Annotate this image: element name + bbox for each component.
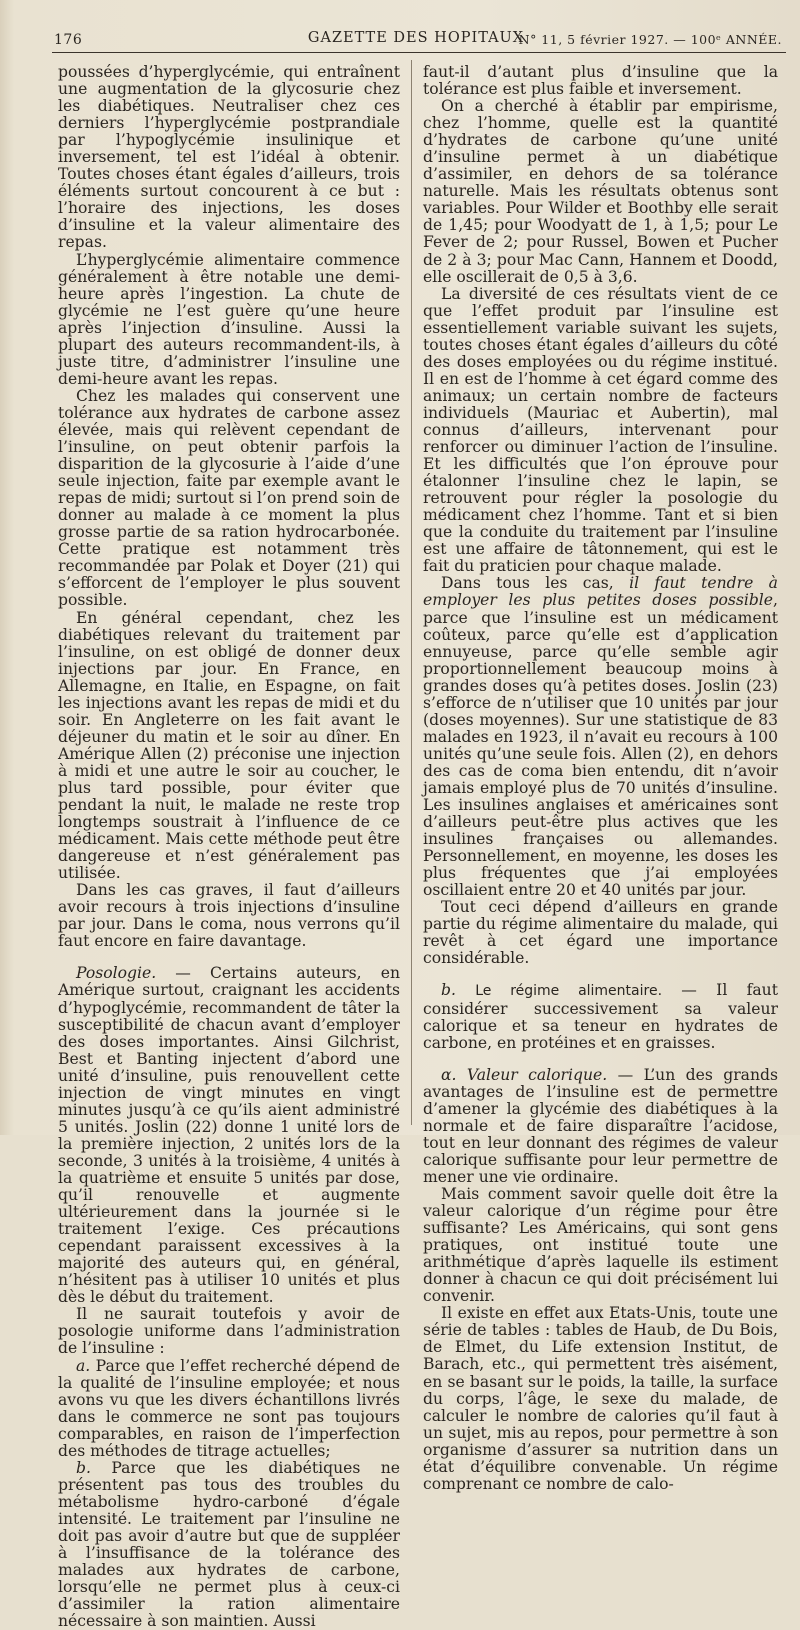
paragraph-b <box>58 1460 400 1630</box>
journal-title: GAZETTE DES HOPITAUX <box>307 30 525 46</box>
paragraph: La diversité de ces résultats vient de ce que l’effet produit par l’insuline est essentiellement variable suivant les sujets, toutes choses étant égales d’ailleurs du côté des doses employées ou du régime institué. Il en est de l’homme à cet égard comme des animaux; un certain nombre de facteurs individuels (Mauriac et Aubertin), mal connus d’ailleurs, intervenant pour renforcer ou diminuer l’action de l’insuline. Et les difficultés que l’on éprouve pour étalonner l’insuline chez le lapin, se retrouvent pour régler la posologie du médicament chez l’homme. Tant et si bien que la conduite du traitement par l’insuline est une affaire de tâtonnement, qui est le fait du praticien pour chaque malade. <box>423 284 778 576</box>
section-heading: Le régime alimentaire. <box>475 983 663 1000</box>
paragraph: Il ne saurait toutefois y avoir de posologie uniforme dans l’administration de l’insuline : <box>58 1305 400 1358</box>
paragraph-text: , parce que l’insuline est un médicament coûteux, parce qu’elle est d’application ennuyeuse, parce qu’elle semble agir proportionnellement beaucoup moins à grandes doses qu’à petites doses. Joslin (23) s’efforce de n’utiliser que 10 unités par jour (doses moyennes). Sur une statistique de 83 malades en 1923, il n’avait eu recours à 100 unités qu’une seule fois. Allen (2), en dehors des cas de coma bien entendu, dit n’avoir jamais employé plus de 70 unités d’insuline. Les insulines anglaises et américaines sont d’ailleurs peut-être plus actives que les insulines françaises ou allemandes. Personnellement, en moyenne, les doses les plus fréquentes que j’ai employées oscillaient entre 20 et 40 unités par jour. <box>423 591 778 900</box>
header-rule <box>52 52 786 53</box>
paragraph: On a cherché à établir par empirisme, chez l’homme, quelle est la quantité d’hydrates de carbone qu’une unité d’insuline permet à un diabétique d’assimiler, en dehors de sa tolérance naturelle. Mais les résultats obtenus sont variables. Pour Wilder et Boothby elle serait de 1,45; pour Woodyatt de 1, à 1,5; pour Le Fever de 2; pour Russel, Bowen et Pucher de 2 à 3; pour Mac Cann, Hannem et Doodd, elle oscillerait de 0,5 à 3,6. <box>423 97 778 286</box>
column-divider <box>411 60 412 1125</box>
paragraph-posologie <box>58 965 400 1306</box>
paragraph-emphasis <box>423 575 778 899</box>
page-number: 176 <box>54 32 83 48</box>
subsection-heading: Valeur calorique. <box>466 1065 608 1084</box>
paragraph-valeur <box>423 1067 778 1186</box>
paragraph-text: Parce que l’effet recherché dépend de la qualité de l’insuline employée; et nous avons vu que les divers échantillons livrés dans le commerce ne sont pas toujours comparables, en raison de l’imperfection des méthodes de titrage actuelles; <box>58 1356 400 1460</box>
paragraph: Chez les malades qui conservent une tolérance aux hydrates de carbone assez élevée, mais qui relèvent cependant de l’insuline, on peut obtenir parfois la disparition de la glycosurie à l’aide d’une seule injection, faite par exemple avant le repas de midi; surtout si l’on prend soin de donner au malade à ce moment la plus grosse partie de sa ration hydrocarbonée. Cette pratique est notamment très recommandée par Polak et Doyer (21) qui s’efforcent de l’employer le plus souvent possible. <box>58 386 400 610</box>
paragraph-text: Parce que les diabétiques ne présentent pas tous des troubles du métabolisme hydro-carboné d’égale intensité. Le traitement par l’insuline ne doit pas avoir d’autre but que de suppléer à l’insuffisance de la tolérance des malades aux hydrates de carbone, lorsqu’elle ne permet plus à ceux-ci d’assimiler la ration alimentaire nécessaire à son maintien. Aussi <box>58 1458 400 1630</box>
issue-info: N° 11, 5 février 1927. — 100ᵉ ANNÉE. <box>518 32 782 47</box>
paragraph-text: — L’un des grands avantages de l’insuline est de permettre d’amener la glycémie des diabétiques à la normale et de faire disparaître l’acidose, tout en leur donnant des régimes de valeur calorique suffisante pour leur permettre de mener une vie ordinaire. <box>423 1065 778 1186</box>
paragraph: Mais comment savoir quelle doit être la valeur calorique d’un régime pour être suffisante? Les Américains, qui sont gens pratiques, ont institué toute une arithmétique d’après laquelle ils estiment donner à chacun ce qui doit précisément lui convenir. <box>423 1185 778 1306</box>
paragraph: faut-il d’autant plus d’insuline que la tolérance est plus faible et inversement. <box>423 63 778 99</box>
list-label: b. <box>76 1458 91 1477</box>
paragraph: Tout ceci dépend d’ailleurs en grande partie du régime alimentaire du malade, qui revêt à cet égard une importance considérable. <box>423 898 778 968</box>
paragraph-text: — Certains auteurs, en Amérique surtout, craignant les accidents d’hypoglycémie, recommandent de tâter la susceptibilité de chacun avant d’employer des doses importantes. Ainsi Gilchrist, Best et Banting injectent d’abord une unité d’insuline, puis renouvellent cette injection de vingt minutes en vingt minutes jusqu’à ce qu’ils aient administré 5 unités. Joslin (22) donne 1 unité lors de la première injection, 2 unités lors de la seconde, 3 unités à la troisième, 4 unités à la quatrième et ensuite 5 unités par dose, qu’il renouvelle et augmente ultérieurement dans la journée si le traitement l’exige. Ces précautions cependant paraissent excessives à la majorité des auteurs qui, en général, n’hésitent pas à utiliser 10 unités et plus dès le début du traitement. <box>58 964 400 1307</box>
paragraph-regime <box>423 982 778 1051</box>
paragraph: Il existe en effet aux Etats-Unis, toute une série de tables : tables de Haub, de Du Bois, de Elmet, du Life extension Institut, de Barach, etc., qui permettent très aisément, en se basant sur le poids, la taille, la surface du corps, l’âge, le sexe du malade, de calculer le nombre de calories qu’il faut à un sujet, mis au repos, pour permettre à son organisme d’assurer sa nutrition dans un état d’équilibre convenable. Un régime comprenant ce nombre de calo- <box>423 1304 778 1493</box>
paragraph-text: Dans tous les cas, <box>441 574 630 593</box>
list-label: a. <box>76 1356 91 1375</box>
paragraph: poussées d’hyperglycémie, qui entraînent une augmentation de la glycosurie chez les diabétiques. Neutraliser chez ces derniers l’hyperglycémie postprandiale par l’hypoglycémie insulinique et inversement, tel est l’idéal à obtenir. Toutes choses étant égales d’ailleurs, trois éléments surtout concourent à ce but : l’horaire des injections, les doses d’insuline et la valeur alimentaire des repas. <box>58 63 400 252</box>
list-label: α. <box>441 1065 457 1084</box>
emphasis-text: il faut tendre à employer les plus petites doses possible <box>423 574 778 610</box>
page-header <box>50 28 782 50</box>
left-column <box>58 63 400 1630</box>
paragraph: Dans les cas graves, il faut d’ailleurs avoir recours à trois injections d’insuline par jour. Dans le coma, nous verrons qu’il faut encore en faire davantage. <box>58 881 400 951</box>
list-label: b. <box>441 981 456 1000</box>
paragraph: L’hyperglycémie alimentaire commence généralement à être notable une demi-heure après l’ingestion. La chute de glycémie ne l’est guère qu’une heure après l’injection d’insuline. Aussi la plupart des auteurs recommandent-ils, à juste titre, d’administrer l’insuline une demi-heure avant les repas. <box>58 250 400 388</box>
paragraph: En général cependant, chez les diabétiques relevant du traitement par l’insuline, on est obligé de donner deux injections par jour. En France, en Allemagne, en Italie, en Espagne, on fait les injections avant les repas de midi et du soir. En Angleterre on les fait avant le déjeuner du matin et le soir au dîner. En Amérique Allen (2) préconise une injection à midi et une autre le soir au coucher, le plus tard possible, pour éviter que pendant la nuit, le malade ne reste trop longtemps soustrait à l’influence de ce médicament. Mais cette méthode peut être dangereuse et n’est généralement pas utilisée. <box>58 608 400 883</box>
section-heading: Posologie. <box>76 964 157 983</box>
right-column <box>423 63 778 1493</box>
paragraph-text: — Il faut considérer successivement sa valeur calorique et sa teneur en hydrates de carbone, en protéines et en graisses. <box>423 981 778 1052</box>
paragraph-a <box>58 1358 400 1460</box>
